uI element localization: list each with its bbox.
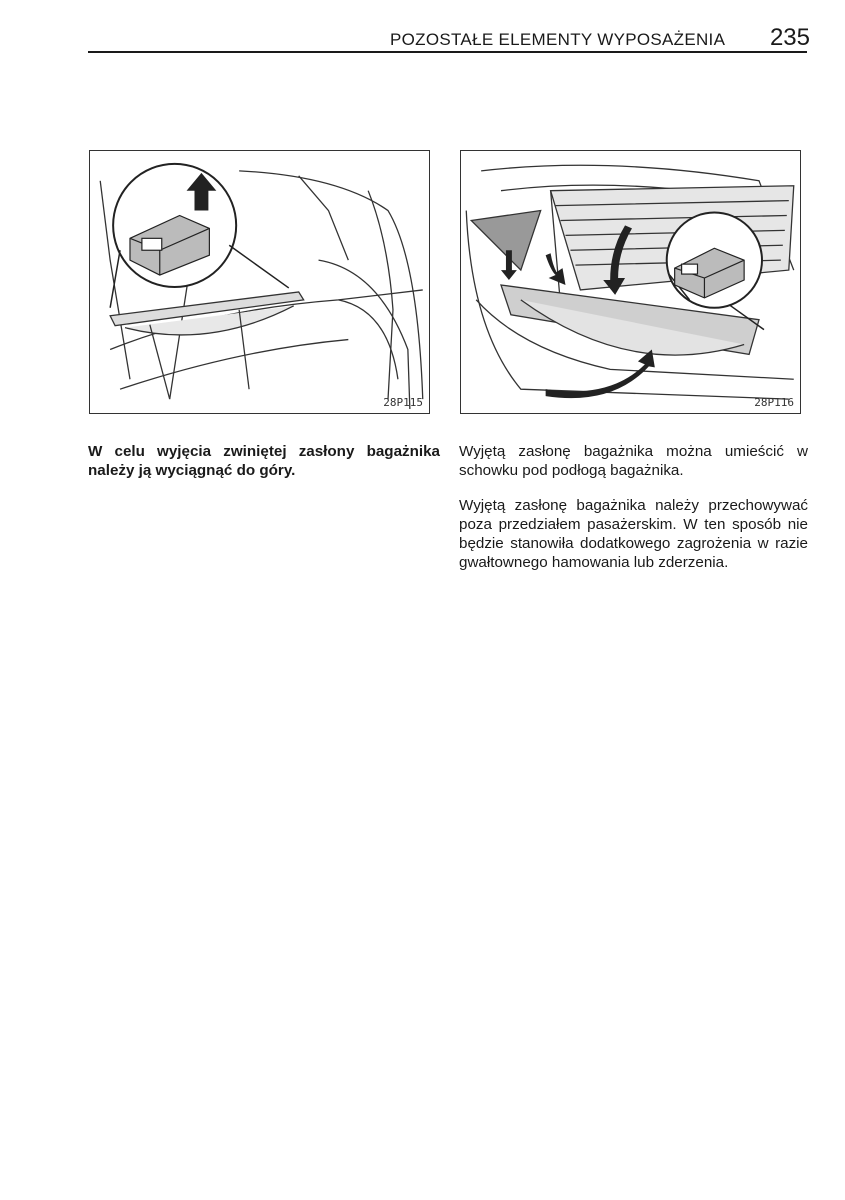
header-rule xyxy=(88,51,807,53)
figure-cargo-cover-storage xyxy=(460,150,801,414)
figure-code: 28P115 xyxy=(383,396,423,409)
cargo-cover-removal-illustration xyxy=(90,151,429,413)
instruction-text: W celu wyjęcia zwiniętej zasłony bagażnika należy ją wyciągnąć do góry. xyxy=(88,443,440,479)
page-number: 235 xyxy=(769,24,810,51)
storage-notes xyxy=(459,442,808,588)
section-title: POZOSTAŁE ELEMENTY WYPOSAŻENIA xyxy=(390,30,726,49)
figure-code: 28P116 xyxy=(754,396,794,409)
cargo-cover-storage-illustration xyxy=(461,151,800,413)
paragraph: Wyjętą zasłonę bagażnika należy przechowywać poza przedziałem pasażerskim. W ten sposób nie będzie stanowiła dodatkowego zagrożenia w razie gwałtownego hamowania lub zderzenia. xyxy=(459,497,808,571)
figure-cargo-cover-removal xyxy=(89,150,430,414)
paragraph: Wyjętą zasłonę bagażnika można umieścić w schowku pod podłogą bagażnika. xyxy=(459,443,808,479)
